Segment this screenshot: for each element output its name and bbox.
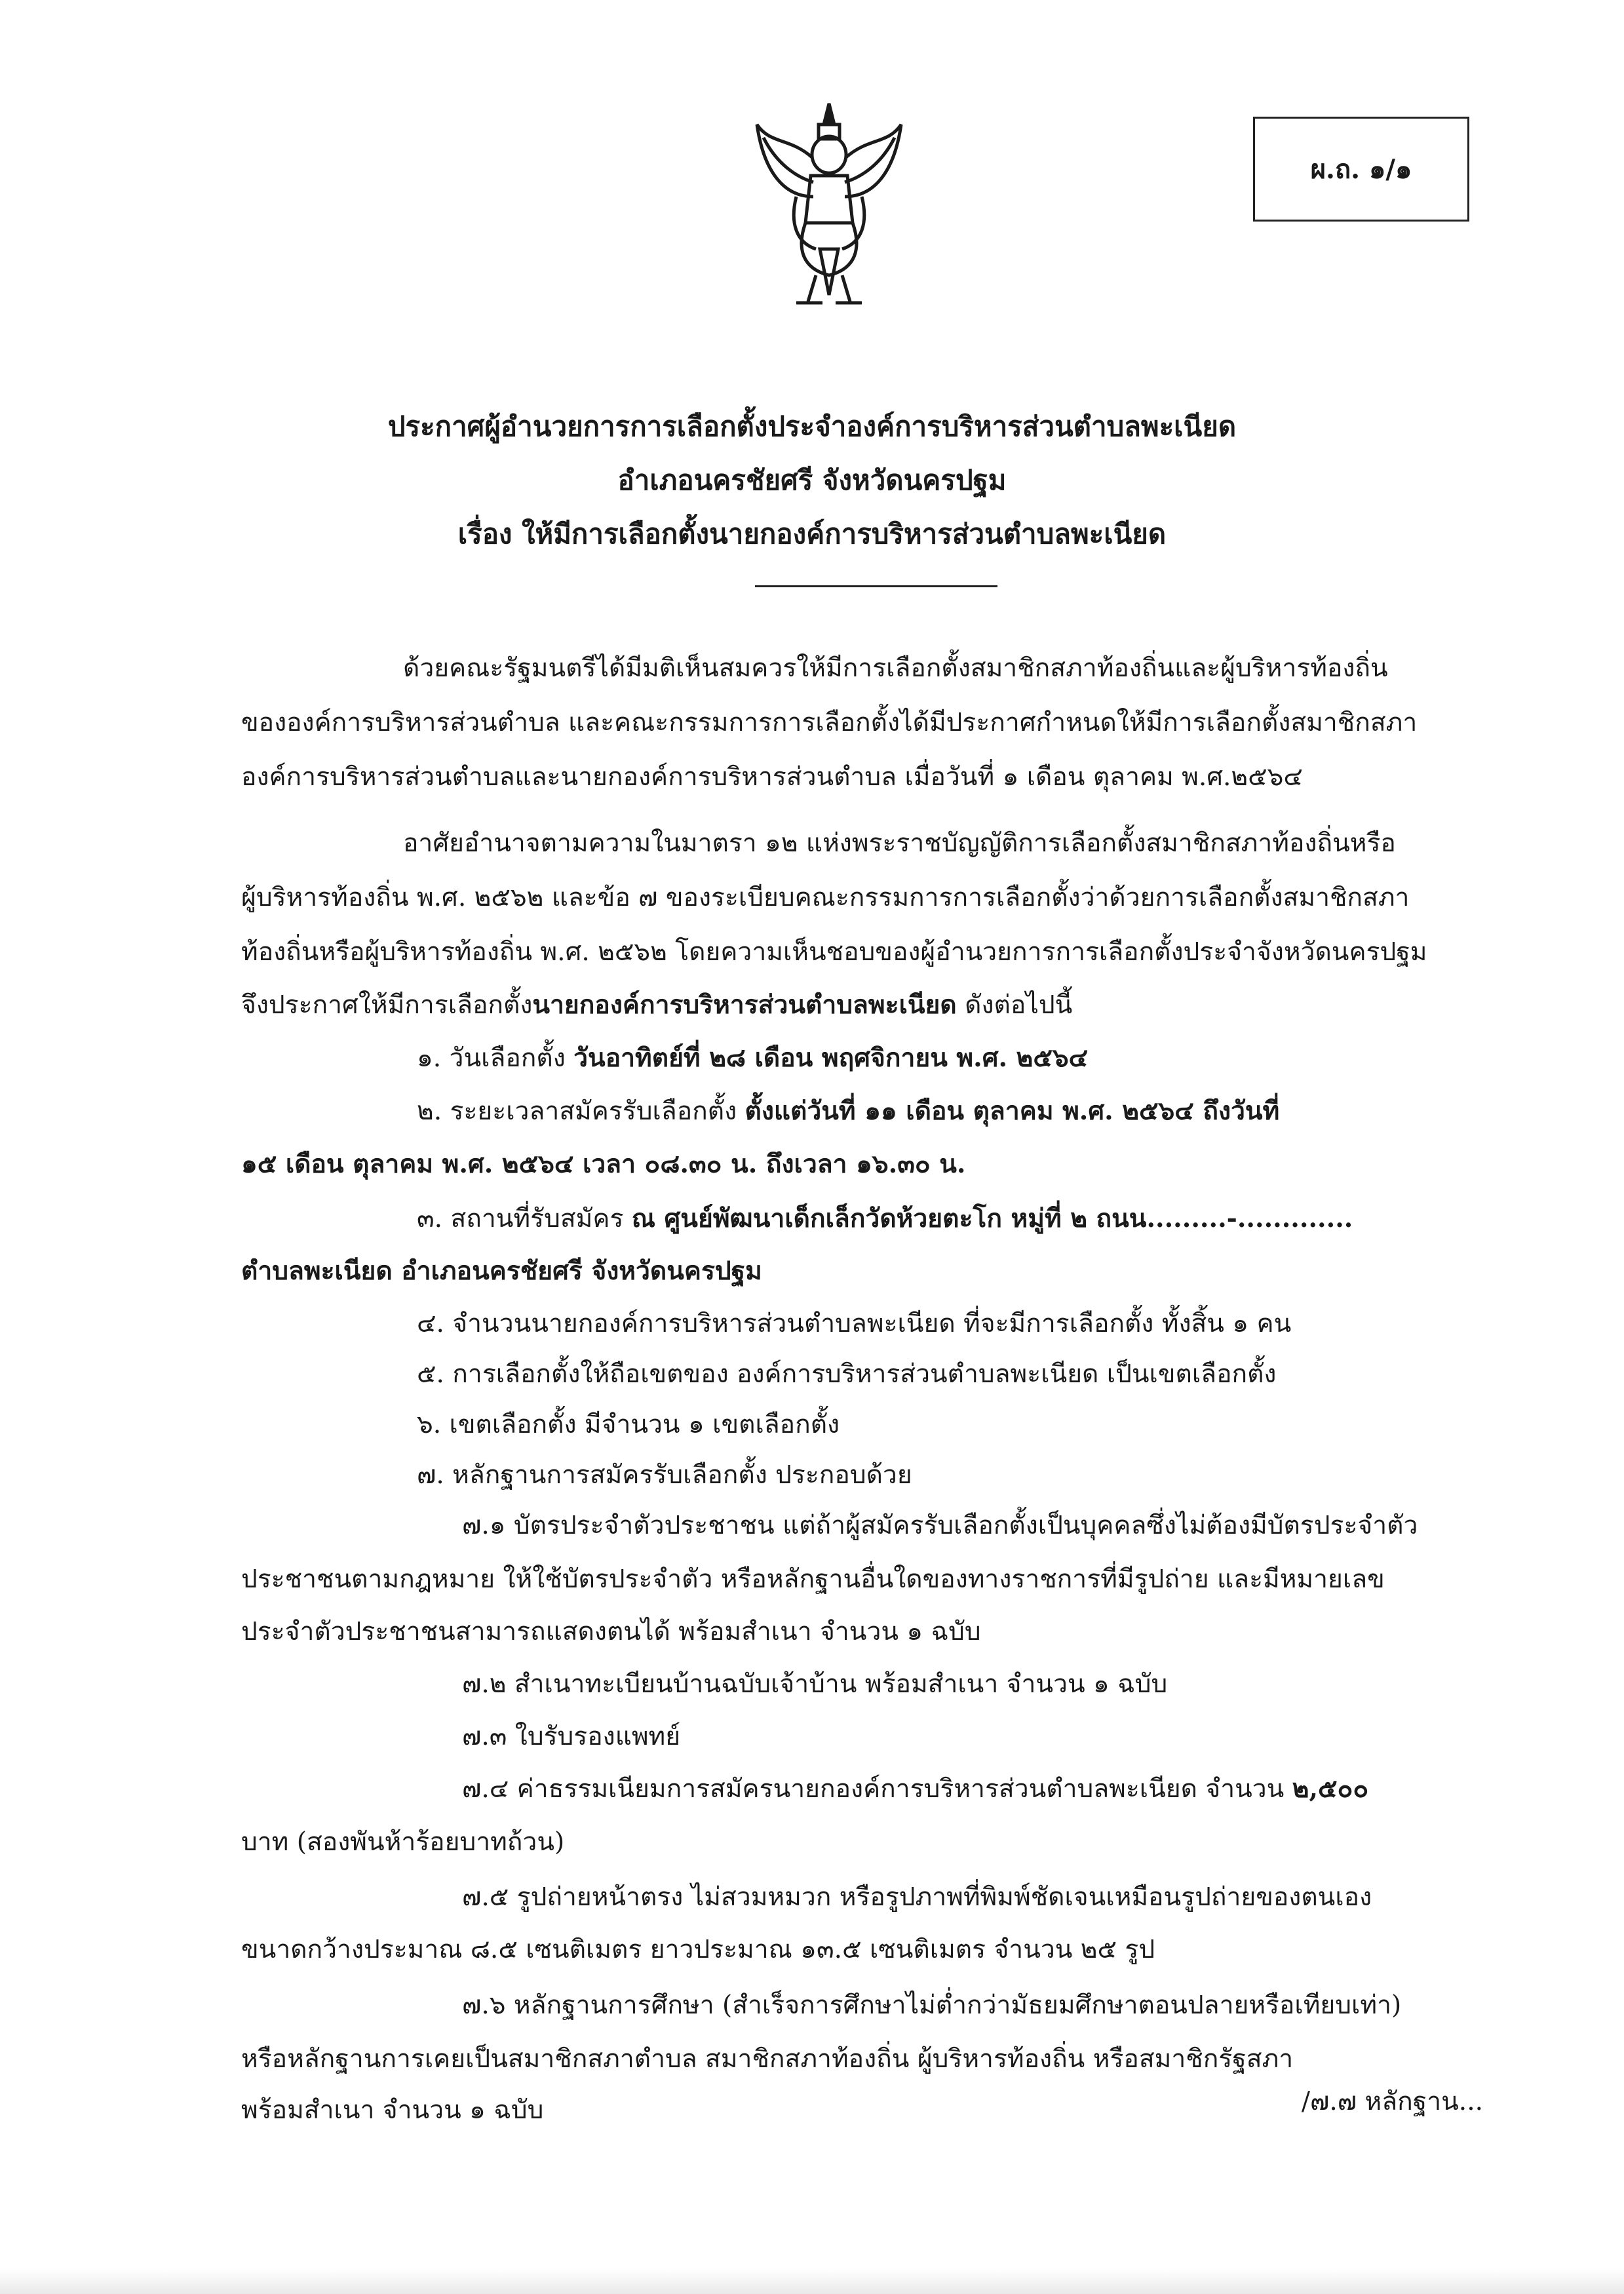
item-4: ๔. จำนวนนายกองค์การบริหารส่วนตำบลพะเนียด ที่จะมีการเลือกตั้ง ทั้งสิ้น ๑ คน [417, 1309, 1292, 1338]
para1-line-1: ด้วยคณะรัฐมนตรีได้มีมติเห็นสมควรให้มีการเลือกตั้งสมาชิกสภาท้องถิ่นและผู้บริหารท้องถิ่น [403, 653, 1388, 683]
item-2-value-2: ๑๕ เดือน ตุลาคม พ.ศ. ๒๕๖๔ เวลา ๐๘.๓๐ น. ถึงเวลา ๑๖.๓๐ น. [241, 1149, 966, 1179]
item-7: ๗. หลักฐานการสมัครรับเลือกตั้ง ประกอบด้วย [417, 1460, 912, 1490]
item-1 [417, 1045, 1088, 1071]
item-7-4-line-1 [462, 1776, 1368, 1802]
para1-line-3: องค์การบริหารส่วนตำบลและนายกองค์การบริหารส่วนตำบล เมื่อวันที่ ๑ เดือน ตุลาคม พ.ศ.๒๕๖๔ [241, 762, 1303, 792]
para2-line-4-tail: ดังต่อไปนี้ [956, 990, 1073, 1020]
item-7-1-line-3: ประจำตัวประชาชนสามารถแสดงตนได้ พร้อมสำเนา จำนวน ๑ ฉบับ [241, 1617, 981, 1646]
para2-line-4-text: จึงประกาศให้มีการเลือกตั้ง [241, 990, 533, 1020]
item-1-value: วันอาทิตย์ที่ ๒๘ เดือน พฤศจิกายน พ.ศ. ๒๕๖๔ [573, 1043, 1089, 1073]
para1-line-2: ขององค์การบริหารส่วนตำบล และคณะกรรมการการเลือกตั้งได้มีประกาศกำหนดให้มีการเลือกตั้งสมาชิกสภา [241, 708, 1418, 737]
title-line-3: เรื่อง ให้มีการเลือกตั้งนายกองค์การบริหารส่วนตำบลพะเนียด [457, 518, 1167, 550]
para2-line-2: ผู้บริหารท้องถิ่น พ.ศ. ๒๕๖๒ และข้อ ๗ ของระเบียบคณะกรรมการการเลือกตั้งว่าด้วยการเลือกตั้งสมาชิกสภา [241, 883, 1410, 912]
title-divider [755, 585, 997, 587]
item-3 [417, 1203, 1353, 1234]
item-7-5-line-2: ขนาดกว้างประมาณ ๘.๕ เซนติเมตร ยาวประมาณ ๑๓.๕ เซนติเมตร จำนวน ๒๕ รูป [241, 1935, 1155, 1964]
item-7-1-line-1: ๗.๑ บัตรประจำตัวประชาชน แต่ถ้าผู้สมัครรับเลือกตั้งเป็นบุคคลซึ่งไม่ต้องมีบัตรประจำตัว [462, 1511, 1418, 1540]
item-1-label: ๑. วันเลือกตั้ง [417, 1043, 574, 1073]
item-3-label: ๓. สถานที่รับสมัคร [417, 1204, 632, 1234]
form-code-box: ผ.ถ. ๑/๑ [1253, 117, 1469, 222]
para2-line-4-bold: นายกองค์การบริหารส่วนตำบลพะเนียด [532, 990, 957, 1020]
item-7-1-line-2: ประชาชนตามกฎหมาย ให้ใช้บัตรประจำตัว หรือหลักฐานอื่นใดของทางราชการที่มีรูปถ่าย และมีหมายเลข [241, 1565, 1385, 1594]
item-7-5-line-1: ๗.๕ รูปถ่ายหน้าตรง ไม่สวมหมวก หรือรูปภาพที่พิมพ์ชัดเจนเหมือนรูปถ่ายของตนเอง [462, 1882, 1372, 1912]
item-5: ๕. การเลือกตั้งให้ถือเขตของ องค์การบริหารส่วนตำบลพะเนียด เป็นเขตเลือกตั้ง [417, 1359, 1277, 1389]
para2-line-4 [241, 992, 1072, 1018]
para2-line-1: อาศัยอำนาจตามความในมาตรา ๑๒ แห่งพระราชบัญญัติการเลือกตั้งสมาชิกสภาท้องถิ่นหรือ [403, 828, 1396, 858]
title-line-1: ประกาศผู้อำนวยการการเลือกตั้งประจำองค์การบริหารส่วนตำบลพะเนียด [387, 410, 1237, 442]
item-3-line-2 [241, 1258, 762, 1284]
item-7-4-amount: ๒,๕๐๐ [1292, 1774, 1369, 1804]
continuation-note: /๗.๗ หลักฐาน... [1301, 2087, 1483, 2116]
garuda-emblem-icon [750, 98, 908, 315]
title-line-2: อำเภอนครชัยศรี จังหวัดนครปฐม [617, 464, 1007, 496]
item-2-value: ตั้งแต่วันที่ ๑๑ เดือน ตุลาคม พ.ศ. ๒๕๖๔ ถึงวันที่ [744, 1096, 1280, 1126]
item-3-value: ณ ศูนย์พัฒนาเด็กเล็กวัดห้วยตะโก หมู่ที่ ๒ ถนน.........-............. [631, 1203, 1353, 1234]
item-2-line-2 [241, 1149, 966, 1179]
item-7-6-line-3: พร้อมสำเนา จำนวน ๑ ฉบับ [241, 2095, 544, 2125]
item-7-6-line-2: หรือหลักฐานการเคยเป็นสมาชิกสภาตำบล สมาชิกสภาท้องถิ่น ผู้บริหารท้องถิ่น หรือสมาชิกรัฐสภา [241, 2044, 1294, 2074]
item-6: ๖. เขตเลือกตั้ง มีจำนวน ๑ เขตเลือกตั้ง [417, 1410, 840, 1439]
scan-edge [0, 2269, 1624, 2294]
item-2-label: ๒. ระยะเวลาสมัครรับเลือกตั้ง [417, 1097, 745, 1126]
item-2 [417, 1098, 1279, 1124]
item-7-4-line-2: บาท (สองพันห้าร้อยบาทถ้วน) [241, 1827, 565, 1857]
item-3-value-2: ตำบลพะเนียด อำเภอนครชัยศรี จังหวัดนครปฐม [241, 1256, 762, 1286]
item-7-2: ๗.๒ สำเนาทะเบียนบ้านฉบับเจ้าบ้าน พร้อมสำเนา จำนวน ๑ ฉบับ [462, 1669, 1168, 1699]
item-7-3: ๗.๓ ใบรับรองแพทย์ [462, 1722, 681, 1751]
item-7-6-line-1: ๗.๖ หลักฐานการศึกษา (สำเร็จการศึกษาไม่ต่ำกว่ามัธยมศึกษาตอนปลายหรือเทียบเท่า) [462, 1991, 1402, 2020]
item-7-4-text: ๗.๔ ค่าธรรมเนียมการสมัครนายกองค์การบริหารส่วนตำบลพะเนียด จำนวน [462, 1774, 1292, 1804]
para2-line-3: ท้องถิ่นหรือผู้บริหารท้องถิ่น พ.ศ. ๒๕๖๒ โดยความเห็นชอบของผู้อำนวยการการเลือกตั้งประจำจังหวัดนครปฐม [241, 937, 1427, 967]
